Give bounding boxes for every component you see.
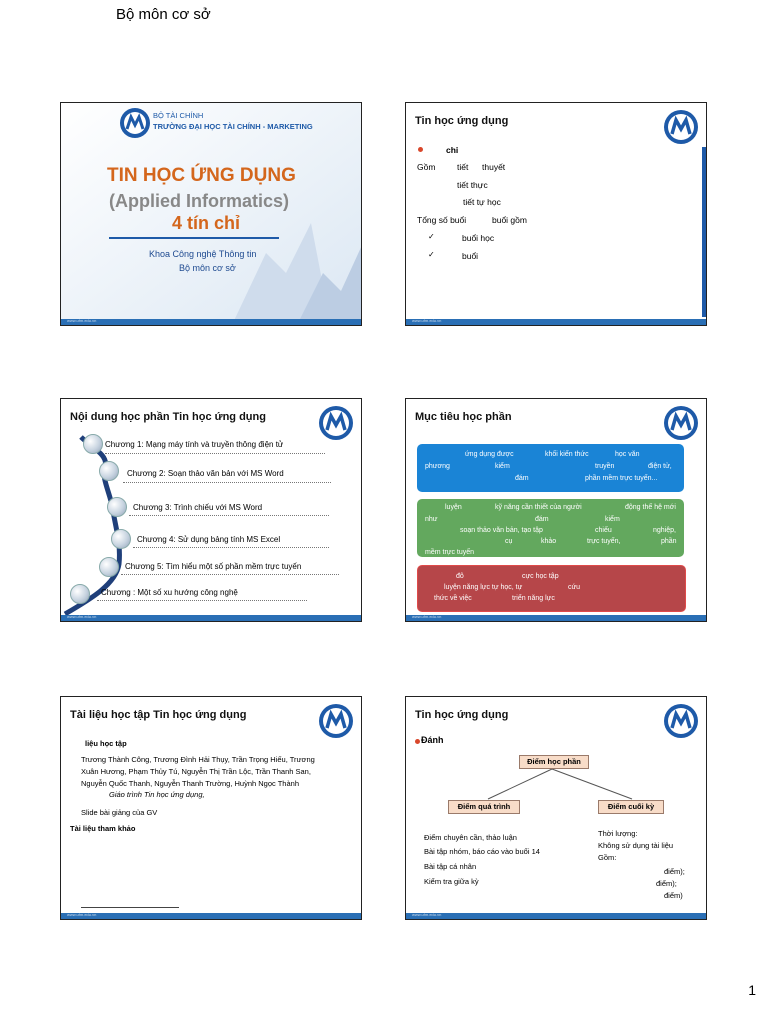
- chapter-bead: [83, 434, 103, 454]
- final-item: Không sử dụng tài liệu: [598, 841, 674, 850]
- bullet-icon: [418, 147, 423, 152]
- box-final-grade: Điểm cuối kỳ: [598, 800, 664, 814]
- author-line: Trương Thành Công, Trương Đình Hải Thụy, Trần Trọng Hiếu, Trương: [81, 755, 315, 764]
- goal-box-skills: luyện kỹ năng cần thiết của người động thế hệ mới như đám kiểm soạn thảo văn bản, tạo tập chiếu nghiệp, cụ khảo trực tuyến, phần mềm trực tuyến: [417, 499, 684, 557]
- chapter-bead: [99, 557, 119, 577]
- slide-4: [405, 398, 707, 622]
- chapter-item: Chương 3: Trình chiếu với MS Word: [133, 503, 263, 512]
- footnote-line: [81, 907, 179, 908]
- slide-5-title: Tài liệu học tập Tin học ứng dụng: [70, 709, 247, 721]
- university-logo-icon: [663, 109, 699, 145]
- slide-1-credits: 4 tín chỉ: [172, 213, 241, 233]
- chapter-item: Chương 1: Mạng máy tính và truyền thông điện tử: [105, 440, 284, 449]
- slide-reference: Slide bài giảng của GV: [81, 808, 158, 817]
- text-line: buổi: [462, 251, 479, 261]
- chapter-item: Chương 4: Sử dụng bảng tính MS Excel: [137, 535, 281, 544]
- chapter-bead: [70, 584, 90, 604]
- author-line: Nguyễn Quốc Thanh, Nguyễn Thanh Trường, Huỳnh Ngọc Thành: [81, 779, 299, 788]
- chapter-divider: [97, 600, 307, 601]
- final-item: điểm): [664, 891, 683, 900]
- box-course-grade: Điểm học phần: [519, 755, 589, 769]
- org-line-1: BỘ TÀI CHÍNH: [153, 111, 204, 120]
- box-process-grade: Điểm quá trình: [448, 800, 520, 814]
- slide-5: [60, 696, 362, 920]
- text-line: Tổng số buổi: [417, 215, 467, 225]
- text-line: tiết tự học: [463, 197, 501, 207]
- slide-1-subtitle: (Applied Informatics): [109, 191, 290, 211]
- slide-2: [405, 102, 707, 326]
- process-item: Bài tập cá nhân: [424, 862, 477, 871]
- slide-2-title: Tin học ứng dụng: [415, 115, 509, 127]
- faculty-name: Khoa Công nghệ Thông tin: [149, 249, 257, 259]
- check-icon: ✓: [428, 232, 435, 241]
- university-logo-icon: [318, 703, 354, 739]
- text-line: tiết: [457, 162, 469, 172]
- text-line: Gồm: [417, 162, 436, 172]
- text-line: thuyết: [482, 162, 506, 172]
- author-line: Xuân Hương, Phạm Thủy Tú, Nguyễn Thị Trần Lộc, Trần Thanh San,: [81, 767, 311, 776]
- process-item: Bài tập nhóm, báo cáo vào buổi 14: [424, 847, 540, 856]
- side-bar: [702, 147, 706, 317]
- chapter-divider: [129, 515, 329, 516]
- org-line-2: TRƯỜNG ĐẠI HỌC TÀI CHÍNH - MARKETING: [153, 122, 313, 131]
- university-logo-icon: [663, 405, 699, 441]
- page-number: 1: [748, 982, 756, 998]
- chapter-divider: [121, 574, 339, 575]
- chapter-bead: [107, 497, 127, 517]
- slide-6: [405, 696, 707, 920]
- slide-footer: www.ufm.edu.vn: [406, 913, 706, 919]
- chapter-bead: [111, 529, 131, 549]
- section-heading: Tài liệu tham khảo: [70, 824, 136, 833]
- check-icon: ✓: [428, 250, 435, 259]
- chapter-item: Chương 5: Tìm hiểu một số phần mềm trực tuyến: [125, 562, 302, 571]
- page-header: Bộ môn cơ sở: [116, 6, 211, 23]
- university-logo-icon: [119, 107, 151, 139]
- slide-footer: www.ufm.edu.vn: [406, 615, 706, 621]
- slide-footer: www.ufm.edu.vn: [61, 913, 361, 919]
- final-item: điểm);: [664, 867, 685, 876]
- slide-footer: www.ufm.edu.vn: [61, 615, 361, 621]
- chapter-divider: [133, 547, 329, 548]
- process-item: Điểm chuyên cần, thảo luận: [424, 833, 517, 842]
- text-line: tiết thực: [457, 180, 488, 190]
- text-line: chỉ: [446, 145, 459, 155]
- slide-1: [60, 102, 362, 326]
- slide-6-title: Tin học ứng dụng: [415, 709, 509, 721]
- chapter-bead: [99, 461, 119, 481]
- slide-4-title: Mục tiêu học phần: [415, 411, 512, 423]
- final-item: điểm);: [656, 879, 677, 888]
- slide-1-title: TIN HỌC ỨNG DỤNG: [107, 165, 296, 186]
- chapter-item: Chương : Một số xu hướng công nghệ: [101, 588, 238, 597]
- goal-box-attitude: đô cực học tập luyện năng lực tự học, tự cứu thức về việc triển năng lực: [417, 565, 686, 612]
- slide-3: [60, 398, 362, 622]
- text-line: buổi học: [462, 233, 495, 243]
- book-title: Giáo trình Tin học ứng dụng,: [109, 790, 205, 799]
- chapter-divider: [105, 453, 325, 454]
- slide-footer: www.ufm.edu.vn: [406, 319, 706, 325]
- title-underline: [109, 237, 279, 239]
- goal-box-knowledge: ứng dụng được khối kiến thức học văn phương kiểm truyền điện tử, đám phần mềm trực tuyến...: [417, 444, 684, 492]
- department-name: Bộ môn cơ sở: [179, 263, 236, 273]
- chapter-divider: [123, 482, 331, 483]
- slide-footer: www.ufm.edu.vn: [61, 319, 361, 325]
- slide-6-heading: Đánh: [421, 735, 444, 745]
- final-item: Gồm:: [598, 853, 617, 862]
- chapter-item: Chương 2: Soạn thảo văn bản với MS Word: [127, 469, 284, 478]
- section-heading: liệu học tập: [85, 739, 127, 748]
- slide-3-title: Nội dung học phần Tin học ứng dụng: [70, 411, 266, 423]
- text-line: buổi gồm: [492, 215, 527, 225]
- final-item: Thời lượng:: [598, 829, 638, 838]
- process-item: Kiểm tra giữa kỳ: [424, 877, 479, 886]
